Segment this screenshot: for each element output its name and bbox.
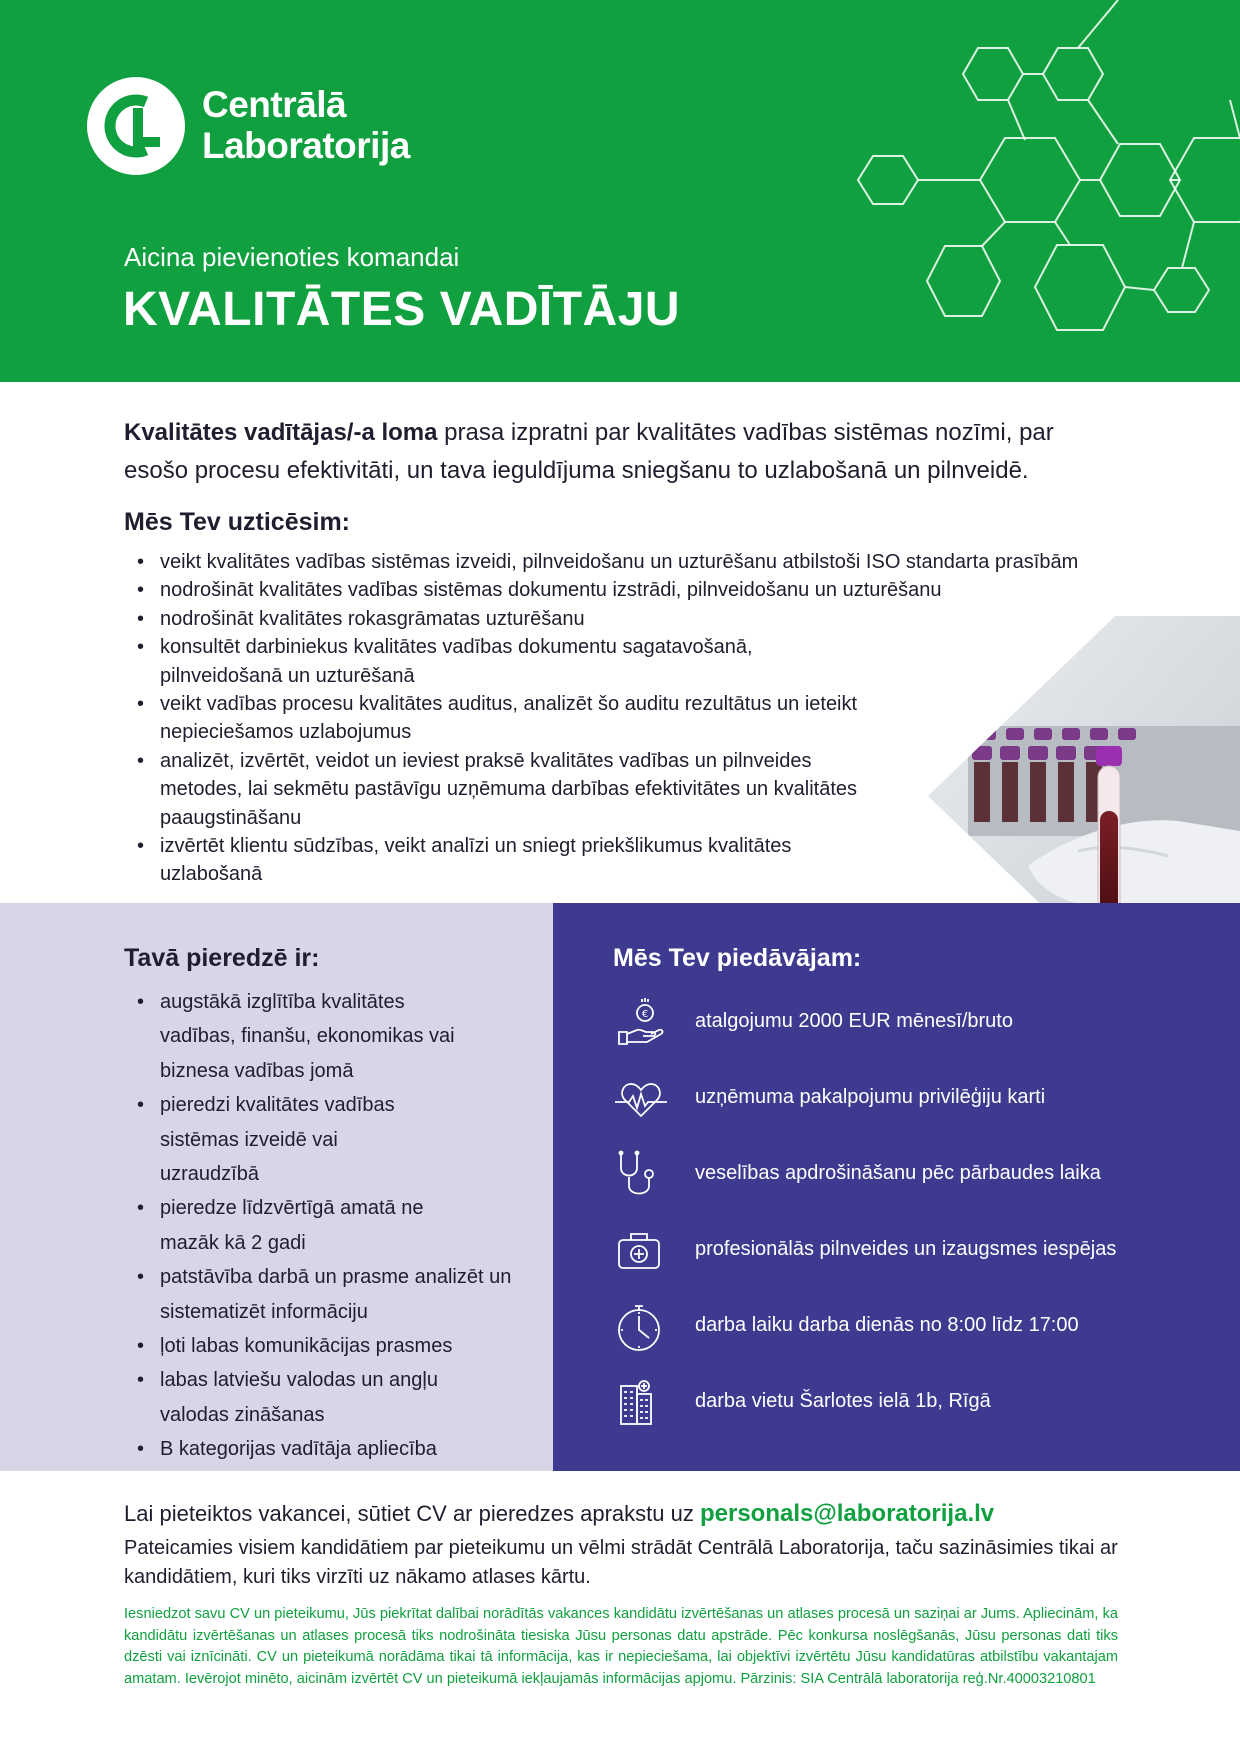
apply-text: Lai pieteiktos vakancei, sūtiet CV ar pieredzes aprakstu uz (124, 1501, 700, 1526)
header-banner (0, 0, 1240, 382)
legal-disclaimer: Iesniedzot savu CV un pieteikumu, Jūs piekrītat dalībai norādītās vakances kandidātu izvērtēšanas un atlases procesā un saziņai ar Jums. Apliecinām, ka kandidātu izvērtēšanas un atlases procesā tiks nodrošināta tiesiska Jūsu personas datu apstrāde. Pēc konkursa noslēgšanās, Jūsu personas dati tiks dzēsti vai iznīcināti. CV un pieteikumā norādāma tikai tā informācija, kas ir nepieciešama, lai objektīvi izvērtētu Jūsu kandidatūras atbilstību vakantajam amatam. Ievērojot minēto, aicinām izvērtēt CV un pieteikumā iekļaujamās informācijas apjomu. Pārzinis: SIA Centrālā laboratorija reģ.Nr.40003210801 (124, 1606, 1118, 1687)
list-item: • labas latviešu valodas un angļu valodas zināšanas (124, 1363, 480, 1432)
offer-text: atalgojumu 2000 EUR mēnesī/bruto (695, 1010, 1013, 1032)
list-item: • B kategorijas vadītāja apliecība (124, 1432, 544, 1466)
list-item: • nodrošināt kvalitātes rokasgrāmatas uzturēšanu (124, 605, 1124, 633)
offer-text: uzņēmuma pakalpojumu privilēģiju karti (695, 1086, 1046, 1108)
list-item: • veikt kvalitātes vadības sistēmas izveidi, pilnveidošanu un uzturēšanu atbilstoši ISO standarta prasībām (124, 548, 1124, 576)
brand-name (202, 84, 410, 166)
offer-text: veselības apdrošināšanu pēc pārbaudes laika (695, 1162, 1101, 1184)
intro-paragraph (124, 414, 1124, 490)
hexagon-molecule-decoration (720, 0, 1240, 382)
medical-case-icon (613, 1224, 669, 1280)
list-item: • patstāvība darbā un prasme analizēt un sistematizēt informāciju (124, 1260, 520, 1329)
email-link[interactable]: personals@laboratorija.lv (699, 1500, 995, 1527)
experience-heading: Tavā pieredzē ir: (124, 944, 320, 972)
header-subtitle: Aicina pievienoties komandai (124, 242, 460, 272)
list-item: • pieredze līdzvērtīgā amatā ne mazāk kā 2 gadi (124, 1191, 450, 1260)
stethoscope-icon (613, 1148, 669, 1204)
apply-instructions (124, 1500, 994, 1528)
offer-item-privilege-card (613, 1072, 1213, 1128)
page-title: KVALITĀTES VADĪTĀJU (123, 283, 681, 336)
brand-line-2: Laboratorija (202, 125, 410, 166)
intro-role-bold: Kvalitātes vadītājas/-a loma (124, 419, 438, 446)
list-item: • ļoti labas komunikācijas prasmes (124, 1329, 544, 1363)
heart-pulse-icon (613, 1072, 669, 1128)
svg-text:€: € (641, 1009, 649, 1020)
salary-hand-coin-icon (613, 996, 669, 1052)
list-item: • analizēt, izvērtēt, veidot un ieviest praksē kvalitātes vadības un pilnveides metodes, lai sekmētu pastāvīgu uzņēmuma darbības efektivitātes un kvalitātes paaugstināšanu (124, 747, 860, 832)
list-item: • augstākā izglītība kvalitātes vadības, finanšu, ekonomikas vai biznesa vadības jomā (124, 985, 460, 1088)
stopwatch-icon (613, 1300, 669, 1356)
offer-item-salary (613, 996, 1213, 1052)
offer-heading: Mēs Tev piedāvājam: (613, 944, 862, 972)
offer-text: darba laiku darba dienās no 8:00 līdz 17:00 (695, 1314, 1079, 1336)
offer-text: profesionālās pilnveides un izaugsmes iespējas (695, 1238, 1117, 1260)
hospital-building-icon (613, 1376, 669, 1432)
list-item: • konsultēt darbiniekus kvalitātes vadības dokumentu sagatavošanā, pilnveidošanā un uzturēšanā (124, 633, 800, 690)
offer-item-working-hours (613, 1300, 1213, 1356)
duties-heading: Mēs Tev uzticēsim: (124, 508, 351, 536)
intro-role-text: prasa izpratni par kvalitātes vadības sistēmas nozīmi, par esošo procesu efektivitāti, un tava ieguldījuma sniegšanu to uzlabošanā un pilnveidē. (124, 419, 1054, 484)
list-item: • nodrošināt kvalitātes vadības sistēmas dokumentu izstrādi, pilnveidošanu un uzturēšanu (124, 576, 1124, 604)
list-item: • pieredzi kvalitātes vadības sistēmas izveidē vai uzraudzībā (124, 1088, 440, 1191)
offer-item-health-insurance (613, 1148, 1213, 1204)
experience-list (124, 985, 544, 1467)
logo-icon (86, 76, 186, 176)
offer-item-development (613, 1224, 1213, 1280)
list-item: • izvērtēt klientu sūdzības, veikt analīzi un sniegt priekšlikumus kvalitātes uzlabošanā (124, 832, 860, 889)
offer-text: darba vietu Šarlotes ielā 1b, Rīgā (695, 1390, 991, 1412)
thanks-paragraph: Pateicamies visiem kandidātiem par pieteikumu un vēlmi strādāt Centrālā Laboratorija, taču sazināsimies tikai ar kandidātiem, kuri tiks virzīti uz nākamo atlases kārtu. (124, 1537, 1118, 1588)
brand-line-1: Centrālā (202, 84, 347, 125)
offer-item-workplace (613, 1376, 1213, 1432)
list-item: • veikt vadības procesu kvalitātes auditus, analizēt šo auditu rezultātus un ieteikt nepieciešamos uzlabojumus (124, 690, 880, 747)
